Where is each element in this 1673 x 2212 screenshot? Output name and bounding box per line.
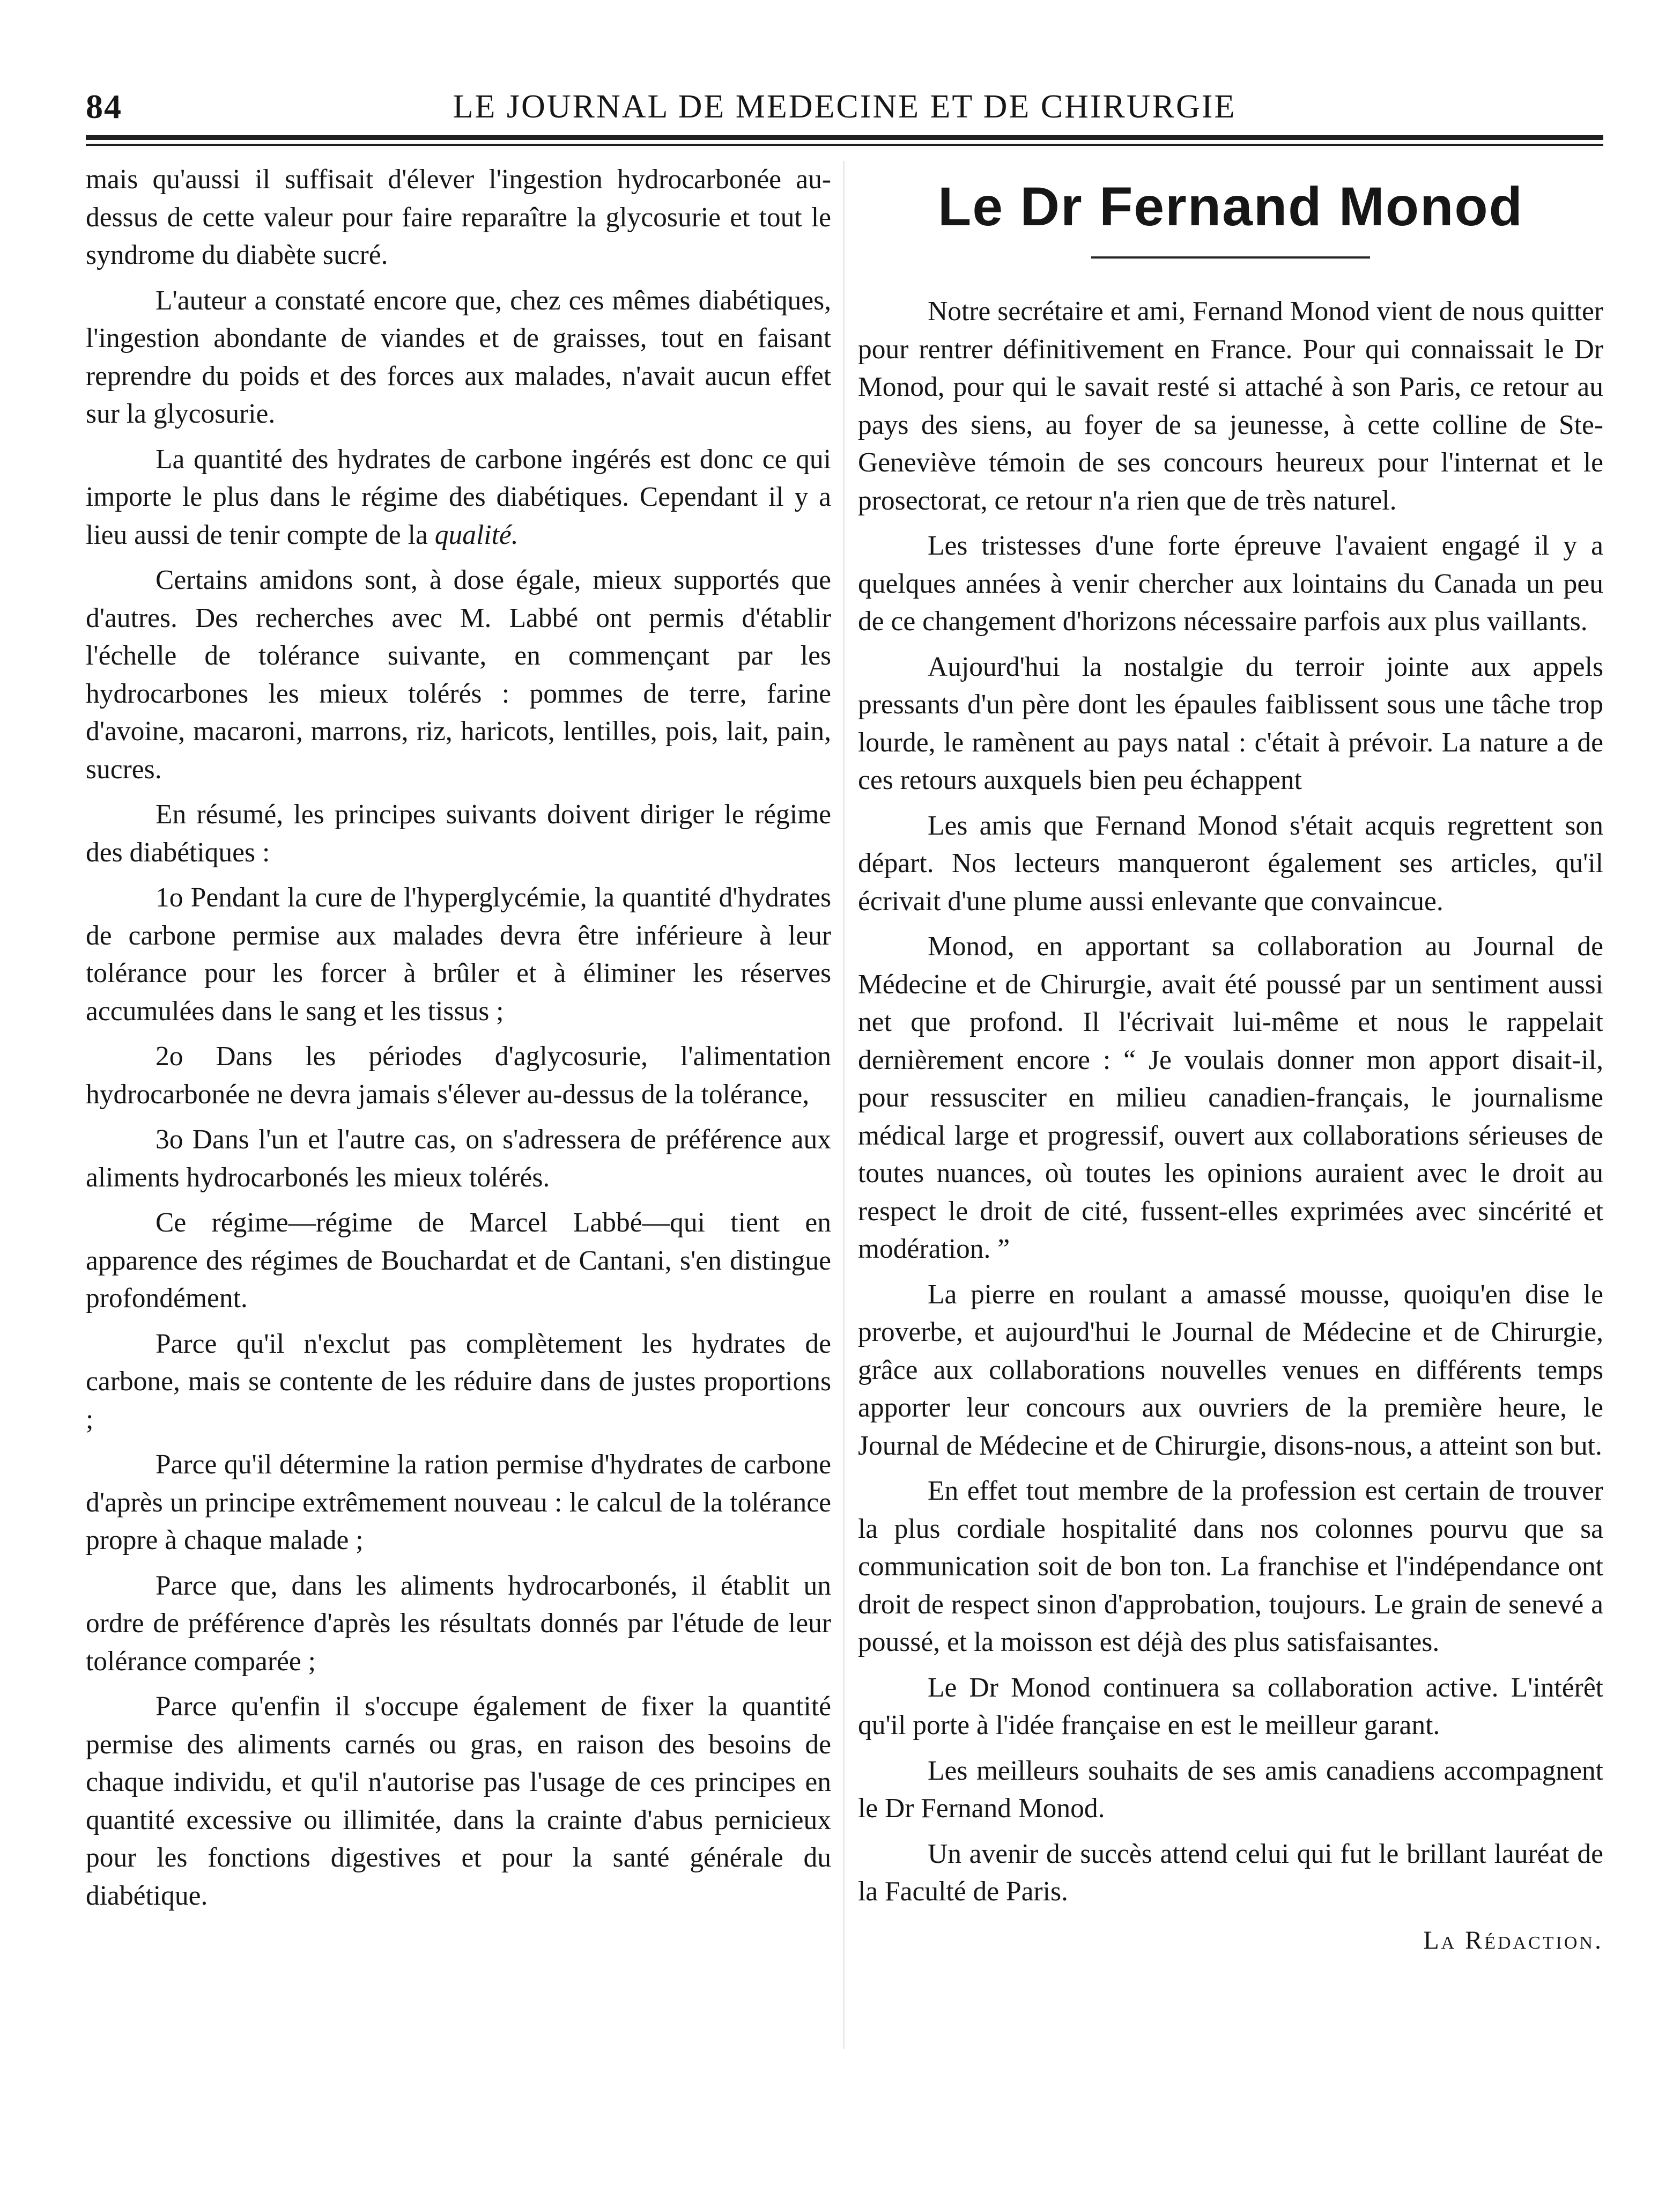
list-item: 2o Dans les périodes d'aglycosurie, l'alimentation hydrocarbonée ne devra jamais s'élever au-dessus de la tolérance, xyxy=(86,1041,831,1110)
paragraph: Parce qu'il détermine la ration permise d'hydrates de carbone d'après un principe extrêmement nouveau : le calcul de la tolérance propre à chaque malade ; xyxy=(86,1449,831,1555)
paragraph: Les tristesses d'une forte épreuve l'avaient engagé il y a quelques années à venir chercher aux lointains du Canada un peu de ce changement d'horizons nécessaire parfois aux plus vaillants. xyxy=(858,530,1603,637)
paragraph: Parce que, dans les aliments hydrocarbonés, il établit un ordre de préférence d'après les résultats donnés par l'étude de leur tolérance comparée ; xyxy=(86,1570,831,1677)
paragraph: La pierre en roulant a amassé mousse, quoiqu'en dise le proverbe, et aujourd'hui le Journal de Médecine et de Chirurgie, grâce aux collaborations nouvelles venues en différents temps apporter leur concours aux ouvriers de la première heure, le Journal de Médecine et de Chirurgie, disons-nous, a atteint son but. xyxy=(858,1279,1603,1461)
signature: La Rédaction. xyxy=(1423,1926,1603,1955)
paragraph xyxy=(86,441,831,555)
running-head: LE JOURNAL DE MEDECINE ET DE CHIRURGIE xyxy=(453,89,1237,125)
paragraph: Parce qu'il n'exclut pas complètement les hydrates de carbone, mais se contente de les réduire dans de justes proportions ; xyxy=(86,1328,831,1435)
title-rule xyxy=(1091,256,1370,259)
paragraph: Notre secrétaire et ami, Fernand Monod vient de nous quitter pour rentrer définitivement en France. Pour qui connaissait le Dr Monod, pour qui le savait resté si attaché à son Paris, ce retour au pays des siens, au foyer de sa jeunesse, à cette colline de Ste-Geneviève témoin de ses concours heureux pour l'internat et le prosectorat, ce retour n'a rien que de très naturel. xyxy=(858,296,1603,516)
paragraph: Un avenir de succès attend celui qui fut le brillant lauréat de la Faculté de Paris. xyxy=(858,1838,1603,1907)
right-column xyxy=(858,161,1603,1959)
paragraph-text: La quantité des hydrates de carbone ingérés est donc ce qui importe le plus dans le régime des diabétiques. Cependant il y a lieu aussi de tenir compte de la xyxy=(86,444,831,550)
paragraph: Ce régime—régime de Marcel Labbé—qui tient en apparence des régimes de Bouchardat et de Cantani, s'en distingue profondément. xyxy=(86,1207,831,1314)
paragraph: Certains amidons sont, à dose égale, mieux supportés que d'autres. Des recherches avec M. Labbé ont permis d'établir l'échelle de tolérance suivante, en commençant par les hydrocarbones les mieux tolérés : pommes de terre, farine d'avoine, macaroni, marrons, riz, haricots, lentilles, pois, lait, pain, sucres. xyxy=(86,565,831,785)
header-rule-thin xyxy=(86,144,1603,146)
paragraph: Monod, en apportant sa collaboration au Journal de Médecine et de Chirurgie, avait été poussé par un sentiment aussi net que profond. Il l'écrivait lui-même et nous le rappelait dernièrement encore : “ Je voulais donner mon apport disait-il, pour ressusciter en milieu canadien-français, le journalisme médical large et progressif, ouvert aux collaborations sérieuses de toutes nuances, où toutes les opinions auraient avec le droit au respect le droit de cité, fussent-elles exprimées avec sincérité et modération. ” xyxy=(858,931,1603,1264)
paragraph: En effet tout membre de la profession est certain de trouver la plus cordiale hospitalité dans nos colonnes pourvu que sa communication soit de bon ton. La franchise et l'indépendance ont droit de respect sinon d'approbation, toujours. Le grain de senevé a poussé, et la moisson est déjà des plus satisfaisantes. xyxy=(858,1476,1603,1657)
column-divider xyxy=(843,161,845,2049)
paragraph: L'auteur a constaté encore que, chez ces mêmes diabétiques, l'ingestion abondante de viandes et de graisses, tout en faisant reprendre du poids et des forces aux malades, n'avait aucun effet sur la glycosurie. xyxy=(86,285,831,429)
article-title: Le Dr Fernand Monod xyxy=(938,176,1523,237)
paragraph: Les meilleurs souhaits de ses amis canadiens accompagnent le Dr Fernand Monod. xyxy=(858,1755,1603,1824)
list-item: 1o Pendant la cure de l'hyperglycémie, la quantité d'hydrates de carbone permise aux malades devra être inférieure à leur tolérance pour les forcer à brûler et à éliminer les réserves accumulées dans le sang et les tissus ; xyxy=(86,882,831,1027)
left-column xyxy=(86,161,831,1922)
paragraph: mais qu'aussi il suffisait d'élever l'ingestion hydrocarbonée au-dessus de cette valeur pour faire reparaître la glycosurie et tout le syndrome du diabète sucré. xyxy=(86,164,831,270)
page-number: 84 xyxy=(86,87,122,126)
paragraph: Le Dr Monod continuera sa collaboration active. L'intérêt qu'il porte à l'idée française en est le meilleur garant. xyxy=(858,1672,1603,1741)
paragraph: Parce qu'enfin il s'occupe également de fixer la quantité permise des aliments carnés ou gras, en raison des besoins de chaque individu, et qu'il n'autorise pas l'usage de ces principes en quantité excessive ou illimitée, dans la crainte d'abus pernicieux pour les fonctions digestives et pour la santé générale du diabétique. xyxy=(86,1691,831,1911)
header-rule-thick xyxy=(86,135,1603,140)
italic-word: qualité. xyxy=(434,519,519,550)
paragraph: En résumé, les principes suivants doivent diriger le régime des diabétiques : xyxy=(86,799,831,868)
paragraph: Aujourd'hui la nostalgie du terroir jointe aux appels pressants d'un père dont les épaules faiblissent sous une tâche trop lourde, le ramènent au pays natal : c'était à prévoir. La nature a de ces retours auxquels bien peu échappent xyxy=(858,651,1603,795)
paragraph: Les amis que Fernand Monod s'était acquis regrettent son départ. Nos lecteurs manqueront également ses articles, qu'il écrivait d'une plume aussi enlevante que convaincue. xyxy=(858,810,1603,917)
list-item: 3o Dans l'un et l'autre cas, on s'adressera de préférence aux aliments hydrocarbonés les mieux tolérés. xyxy=(86,1124,831,1193)
page-header xyxy=(86,80,1603,138)
